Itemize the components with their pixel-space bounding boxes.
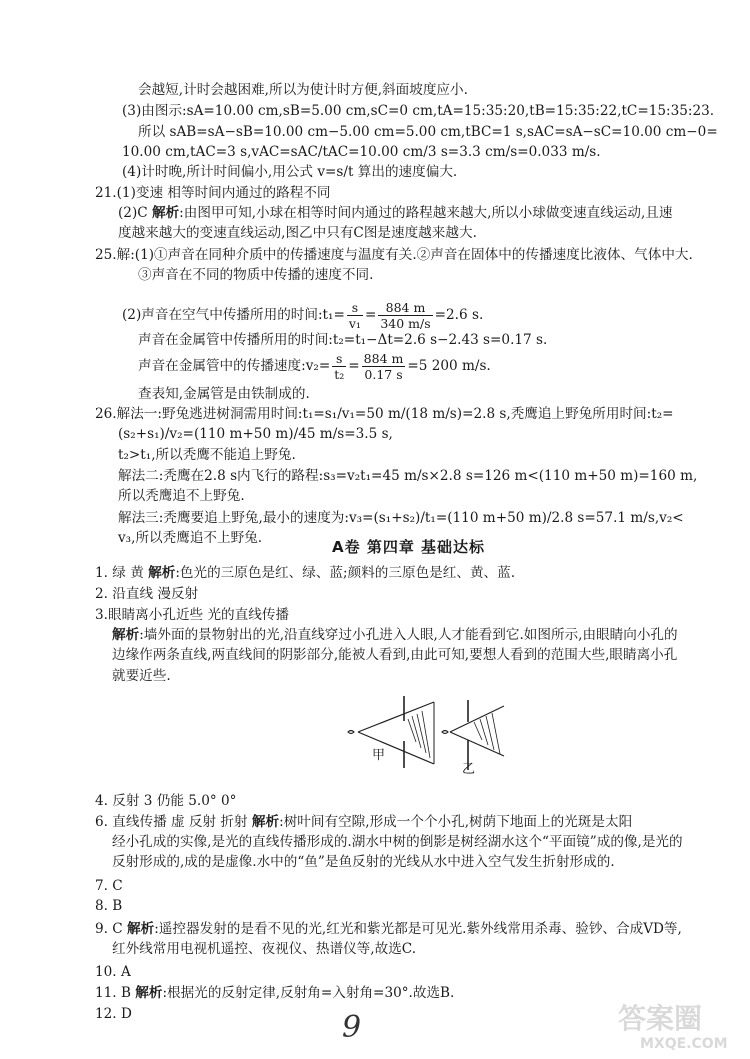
text-line: 经小孔成的实像,是光的直线传播形成的.湖水中树的倒影是树经湖水这个“平面镜”成的像,是光的 [112, 834, 683, 850]
text-line: 声音在金属管中传播所用的时间:t₂=t₁−Δt=2.6 s−2.43 s=0.17 s. [138, 332, 548, 348]
answer-4: 4. 反射 3 仍能 5.0° 0° [95, 793, 237, 809]
figure-label-yi: 乙 [462, 762, 476, 777]
page-number: 9 [342, 1010, 362, 1045]
text-line: 查表知,金属管是由铁制成的. [138, 386, 310, 402]
answer-12: 12. D [95, 1006, 132, 1022]
text-line: 所以 sAB=sA−sB=10.00 cm−5.00 cm=5.00 cm,tBC=1 s,sAC=sA−sC=10.00 cm−0= [138, 124, 718, 140]
formula-line: 声音在金属管中的传播速度:v₂= $\frac{s}{\text{t₂}}$ = $\frac{884 m}{0.17 s}$ =5 200 m/s. [138, 351, 491, 382]
fraction: $\frac{884 m}{0.17 s}$ [363, 351, 404, 382]
fraction: $\frac{884 m}{340 m/s}$ [380, 300, 431, 331]
figure-jia [348, 696, 434, 768]
answer-7: 7. C [95, 878, 123, 894]
text-line: 反射形成的,成的是虚像.水中的“鱼”是鱼反射的光线从水中进入空气发生折射形成的. [112, 854, 615, 870]
text-line: ③声音在不同的物质中传播的速度不同. [138, 267, 374, 283]
text-line: (2)C 解析:由图甲可知,小球在相等时间内通过的路程越来越大,所以小球做变速直线运动,且速 [118, 205, 673, 221]
watermark-url: MXQE.COM [640, 1036, 728, 1052]
answer-6: 6. 直线传播 虚 反射 折射 解析:树叶间有空隙,形成一个个小孔,树荫下地面上的光斑是太阳 [95, 814, 633, 830]
answer-11: 11. B 解析:根据光的反射定律,反射角=入射角=30°.故选B. [95, 985, 455, 1001]
answer-1: 1. 绿 黄 解析:色光的三原色是红、绿、蓝;颜料的三原色是红、黄、蓝. [95, 565, 516, 581]
text-line: (4)计时晚,所计时间偏小,用公式 v=s/t 算出的速度偏大. [122, 164, 458, 180]
question-26: 26.解法一:野兔逃进树洞需用时间:t₁=s₁/v₁=50 m/(18 m/s)=2.8 s,秃鹰追上野兔所用时间:t₂= [95, 406, 674, 422]
text-line: 就要近些. [112, 668, 171, 684]
answer-9: 9. C 解析:遥控器发射的是看不见的光,红光和紫光都是可见光.紫外线常用杀毒、验钞、合成VD等, [95, 921, 682, 937]
formula-line: (2)声音在空气中传播所用的时间:t₁= $\frac{s}{\text{v₁}}$ = $\frac{884 m}{340 m/s}$ =2.6 s. [122, 300, 484, 331]
fraction: $\frac{s}{\text{v₁}}$ [348, 300, 361, 331]
text-line: (3)由图示:sA=10.00 cm,sB=5.00 cm,sC=0 cm,tA=15:35:20,tB=15:35:22,tC=15:35:23. [122, 103, 715, 119]
answer-10: 10. A [95, 964, 131, 980]
text-line: 解析:墙外面的景物射出的光,沿直线穿过小孔进入人眼,人才能看到它.如图所示,由眼睛向小孔的 [112, 627, 678, 643]
question-21: 21.(1)变速 相等时间内通过的路程不同 [95, 185, 331, 201]
text-line: (s₂+s₁)/v₂=(110 m+50 m)/45 m/s=3.5 s, [118, 426, 393, 442]
analysis-label: 解析 [151, 205, 180, 221]
text-line: 红外线常用电视机遥控、夜视仪、热谱仪等,故选C. [112, 941, 417, 957]
figure-label-jia: 甲 [372, 748, 386, 763]
text-line: v₃,所以秃鹰追不上野兔. [118, 530, 263, 546]
watermark-logo: 答案圈 [618, 1002, 703, 1035]
text-line: t₂>t₁,所以秃鹰不能追上野兔. [118, 447, 296, 463]
question-25: 25.解:(1)①声音在同种介质中的传播速度与温度有关.②声音在固体中的传播速度比液体、气体中大. [95, 247, 693, 263]
pinhole-view-figure [338, 688, 508, 783]
text-line: 会越短,计时会越困难,所以为使计时方便,斜面坡度应小. [138, 82, 468, 98]
answer-2: 2. 沿直线 漫反射 [95, 586, 199, 602]
answer-8: 8. B [95, 898, 123, 914]
text-line: 解法三:秃鹰要追上野兔,最小的速度为:v₃=(s₁+s₂)/t₁=(110 m+50 m)/2.8 s=57.1 m/s,v₂< [118, 510, 684, 526]
text-line: 度越来越大的变速直线运动,图乙中只有C图是速度越来越大. [118, 225, 477, 241]
section-title: A卷 第四章 基础达标 [332, 538, 486, 556]
text-line: 所以秃鹰追不上野兔. [118, 488, 245, 504]
answer-3: 3.眼睛离小孔近些 光的直线传播 [95, 607, 290, 623]
text-line: 边缘作两条直线,两直线间的阴影部分,能被人看到,由此可知,要想人看到的范围大些,眼睛离小孔 [112, 647, 678, 663]
text-line: 解法二:秃鹰在2.8 s内飞行的路程:s₃=v₂t₁=45 m/s×2.8 s=126 m<(110 m+50 m)=160 m, [118, 468, 698, 484]
text-line: 10.00 cm,tAC=3 s,vAC=sAC/tAC=10.00 cm/3 s=3.3 cm/s=0.033 m/s. [122, 144, 601, 160]
fraction: $\frac{s}{\text{t₂}}$ [334, 351, 345, 382]
